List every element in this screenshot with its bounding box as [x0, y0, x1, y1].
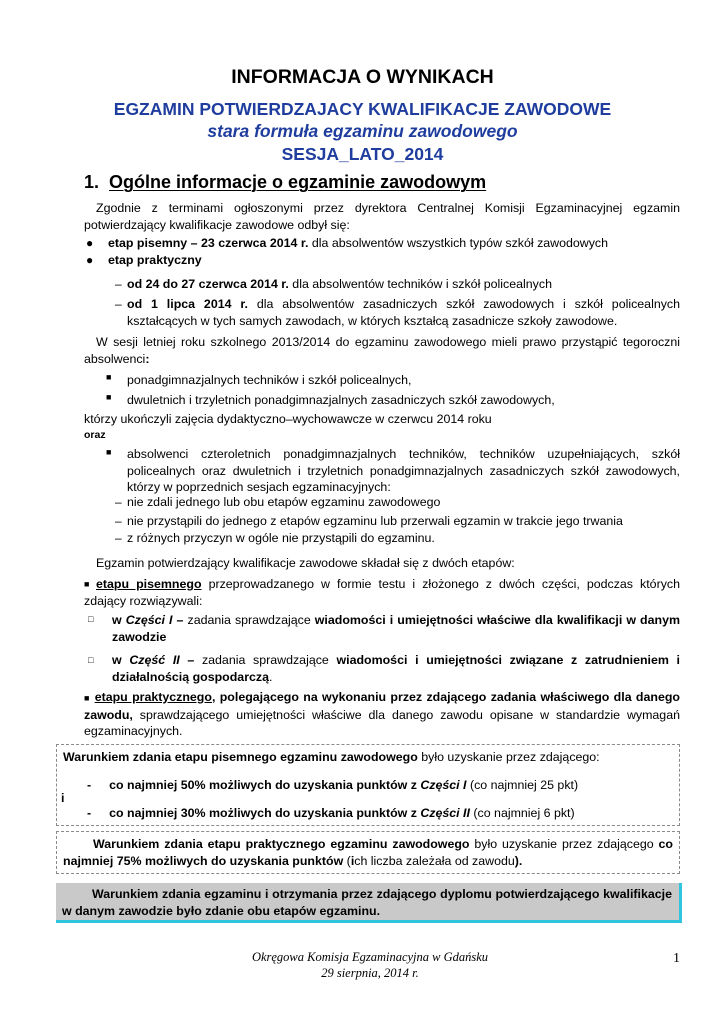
practical-desc-a: dla absolwentów techników i szkół policealnych	[288, 277, 552, 291]
part2-w: w	[112, 653, 130, 667]
practical-stage-label: etap praktyczny	[108, 253, 202, 267]
intro-paragraph: Zgodnie z terminami ogłoszonymi przez dyrektora Centralnej Komisji Egzaminacyjnej egzamin potwierdzający kwalifikacje zawodowe odbył się:	[84, 201, 680, 232]
oraz-label: oraz	[84, 429, 106, 441]
bullet-dot: ●	[86, 253, 94, 267]
square-bullet: ■	[84, 579, 90, 589]
condition-2-rest: (co najmniej 6 pkt)	[469, 806, 575, 820]
practical-conditions-bold1: Warunkiem zdania etapu praktycznego egzaminu zawodowego	[93, 837, 470, 851]
dash-marker: –	[115, 297, 122, 311]
eligibility-paragraph	[84, 334, 680, 367]
exam-session: SESJA_LATO_2014	[281, 144, 444, 164]
practical-desc-b: dla absolwentów zasadniczych szkół zawodowych i szkół policealnych kształcących w tych samych zawodach, w których kształcą zasadnicze szkoły zawodowe.	[127, 297, 680, 328]
section-number: 1.	[84, 172, 100, 192]
written-part-1	[112, 612, 680, 645]
document-title: INFORMACJA O WYNIKACH	[231, 66, 494, 88]
section-title: Ogólne informacje o egzaminie zawodowym	[109, 172, 487, 192]
practical-conditions-end: ).	[514, 853, 523, 868]
written-conditions-lead-rest: było uzyskanie przez zdającego:	[417, 750, 600, 764]
practical-conditions-box	[56, 831, 680, 874]
practical-date-zsz	[127, 296, 680, 329]
square-bullet: ■	[84, 693, 91, 703]
bullet-dot: ●	[86, 236, 94, 250]
reason-1: nie zdali jednego lub obu etapów egzaminu zawodowego	[127, 495, 441, 509]
dash-marker: –	[115, 277, 122, 291]
dash-marker: –	[115, 514, 122, 528]
square-bullet: ■	[106, 372, 112, 382]
dash-marker: –	[115, 495, 122, 509]
written-date-item	[108, 235, 688, 252]
eligibility-text: W sesji letniej roku szkolnego 2013/2014 do egzaminu zawodowego mieli prawo przystąpić tegoroczni absolwenci	[84, 335, 680, 366]
square-bullet: ■	[106, 447, 112, 457]
exam-name: EGZAMIN POTWIERDZAJACY KWALIFIKACJE ZAWODOWE	[113, 99, 612, 119]
part1-w: w	[112, 613, 126, 627]
written-date-desc: dla absolwentów wszystkich typów szkół zawodowych	[308, 236, 609, 250]
condition-1-rest: (co najmniej 25 pkt)	[466, 778, 579, 792]
diploma-condition-box	[56, 883, 682, 923]
written-stage-label: etapu pisemnego	[96, 577, 202, 591]
reason-3: z różnych przyczyn w ogóle nie przystąpili do egzaminu.	[127, 531, 435, 545]
part1-pre: zadania sprawdzające	[183, 613, 315, 627]
practical-date-a: od 24 do 27 czerwca 2014 r.	[127, 277, 289, 291]
condition-2-part: Części II	[420, 806, 470, 820]
footer-date: 29 sierpnia, 2014 r.	[321, 966, 419, 980]
part2-name: Część II –	[129, 653, 195, 667]
part2-end: .	[269, 669, 273, 684]
practical-conditions-rest1: było uzyskanie przez zdającego	[469, 837, 659, 851]
condition-2-bold: co najmniej 30% możliwych do uzyskania punktów z	[109, 806, 421, 820]
eligibility-colon: :	[145, 351, 150, 366]
practical-stage-paragraph	[84, 689, 680, 740]
practical-date-b: od 1 lipca 2014 r.	[127, 297, 248, 311]
practical-stage-bold: , polegającego na wykonaniu przez zdającego zadania właściwego dla danego zawodu,	[84, 690, 680, 722]
part2-scope: wiadomości i umiejętności związane z zatrudnieniem i działalnością gospodarczą	[112, 653, 680, 684]
practical-stage-name: etapu praktycznego	[94, 690, 212, 704]
page-number: 1	[673, 951, 680, 966]
condition-1-part: Części I	[420, 778, 467, 792]
eligible-group-3: absolwenci czteroletnich ponadgimnazjalnych techników, techników uzupełniających, szkół policealnych oraz dwuletnich i trzyletnich ponadgimnazjalnych zasadniczych szkół zawodowych, którzy w poprzednich sesjach egzaminacyjnych:	[127, 447, 680, 494]
practical-stage-item	[108, 252, 202, 269]
written-condition-1	[87, 777, 578, 794]
written-conditions-lead	[63, 749, 600, 766]
diploma-condition-text: Warunkiem zdania egzaminu i otrzymania przez zdającego dyplomu potwierdzającego kwalifikacje w danym zawodzie było zdanie obu etapów egzaminu.	[62, 887, 672, 918]
section-heading	[84, 172, 486, 193]
written-condition-2	[87, 805, 575, 822]
part2-pre: zadania sprawdzające	[194, 653, 337, 667]
written-stage-paragraph	[84, 576, 680, 609]
part1-scope: wiadomości i umiejętności właściwe dla kwalifikacji w danym zawodzie	[112, 613, 680, 644]
condition-1-bold: co najmniej 50% możliwych do uzyskania punktów z	[109, 778, 421, 792]
hollow-square-bullet: □	[88, 614, 94, 624]
two-stages-intro: Egzamin potwierdzający kwalifikacje zawodowe składał się z dwóch etapów:	[96, 556, 515, 570]
practical-conditions-rest3: ch liczba zależała od zawodu	[354, 853, 515, 868]
written-date: etap pisemny – 23 czerwca 2014 r.	[108, 236, 309, 250]
practical-conditions-rest2: (	[343, 853, 351, 868]
finished-classes: którzy ukończyli zajęcia dydaktyczno–wychowawcze w czerwcu 2014 roku	[84, 412, 492, 426]
written-conditions-box	[56, 744, 680, 826]
connector-i: i	[61, 791, 65, 805]
eligible-group-2: dwuletnich i trzyletnich ponadgimnazjalnych zasadniczych szkół zawodowych,	[127, 393, 555, 407]
exam-formula: stara formuła egzaminu zawodowego	[207, 121, 518, 141]
practical-conditions-bold2: co najmniej 75% możliwych do uzyskania punktów	[63, 837, 673, 868]
practical-conditions-bold3: i	[350, 853, 355, 868]
square-bullet: ■	[106, 392, 112, 402]
part1-name: Części I –	[125, 613, 184, 627]
dash-marker: –	[115, 531, 122, 545]
dash-marker: -	[87, 806, 92, 820]
practical-stage-desc: sprawdzającego umiejętności właściwe dla danego zawodu opisane w standardzie wymagań egzaminacyjnych.	[84, 707, 680, 738]
written-stage-desc: przeprowadzanego w formie testu i złożonego z dwóch części, podczas których zdający rozwiązywali:	[84, 577, 680, 608]
hollow-square-bullet: □	[88, 655, 94, 665]
written-conditions-lead-bold: Warunkiem zdania etapu pisemnego egzaminu zawodowego	[63, 750, 418, 764]
reason-2: nie przystąpili do jednego z etapów egzaminu lub przerwali egzamin w trakcie jego trwania	[127, 514, 623, 528]
practical-date-tech	[127, 276, 687, 293]
dash-marker: -	[87, 778, 92, 792]
eligible-group-1: ponadgimnazjalnych techników i szkół policealnych,	[127, 373, 412, 387]
footer-institution: Okręgowa Komisja Egzaminacyjna w Gdańsku	[251, 950, 489, 964]
practical-conditions-text	[63, 836, 673, 869]
written-part-2	[112, 652, 680, 685]
